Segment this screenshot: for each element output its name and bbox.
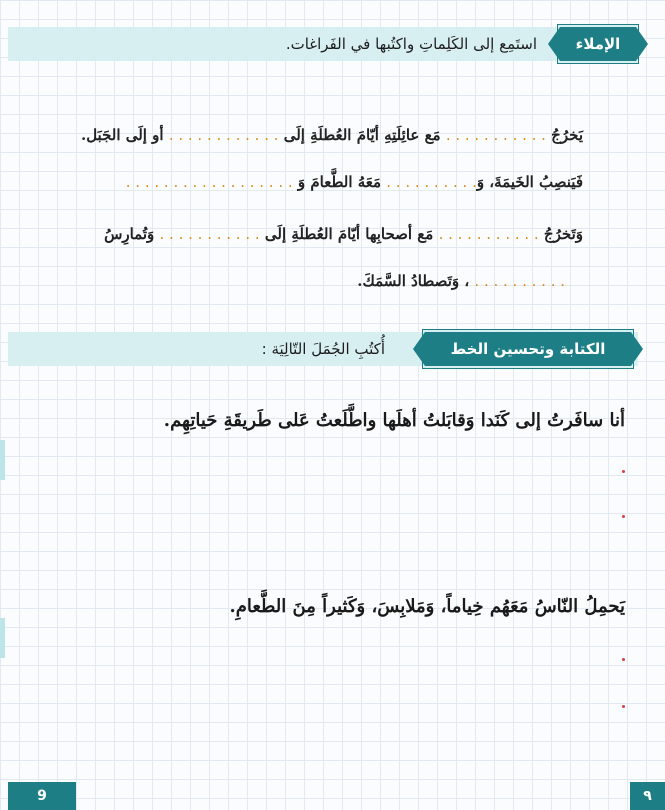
line-text: فَيَنصِبُ الخَيمَةَ، وَ: [476, 173, 583, 191]
line-text: ، وَتَصطادُ السَّمَكَ.: [357, 272, 475, 290]
line-marker: [622, 470, 625, 473]
line-text: مَعَهُ الطَّعامَ وَ: [292, 173, 387, 191]
side-tab: [0, 618, 5, 658]
page-number-right: ٩: [630, 782, 665, 810]
line-text: وَتُمارِسُ: [104, 225, 160, 243]
line-marker: [622, 658, 625, 661]
page-number-left: 9: [8, 782, 76, 810]
line-marker: [622, 705, 625, 708]
blank-space: . . . . . . . . . . .: [445, 126, 546, 144]
sentence-1: أنا سافَرتُ إلى كَنَدا وَقابَلتُ أهلَها واطَّلَعتُ عَلى طَريقَةِ حَياتِهِم.: [163, 410, 625, 431]
writing-instruction: أُكتُبِ الجُمَلَ التّالِيَة :: [261, 340, 385, 358]
blank-space: . . . . . . . . . .: [474, 272, 565, 290]
line-text: أو إلَى الجَبَل.: [80, 126, 169, 144]
line-text: مَع عائِلَتِهِ أيّامَ العُطلَةِ إلَى: [278, 126, 446, 144]
line-marker: [622, 515, 625, 518]
dictation-instruction: استَمِع إلى الكَلِماتِ واكتُبها في الفَراغات.: [285, 35, 537, 53]
writing-title: الكتابة وتحسين الخط: [425, 332, 631, 366]
blank-space: . . . . . . . . . .: [386, 173, 477, 191]
dictation-line-2: [126, 173, 583, 191]
blank-space: . . . . . . . . . . . . . . . . . .: [125, 173, 293, 191]
blank-space: . . . . . . . . . . .: [438, 225, 539, 243]
dictation-line-3: [104, 225, 583, 243]
line-text: مَع أصحابِها أيّامَ العُطلَةِ إلَى: [259, 225, 439, 243]
dictation-title: الإملاء: [560, 27, 636, 61]
blank-space: . . . . . . . . . . .: [159, 225, 260, 243]
sentence-2: يَحمِلُ النّاسُ مَعَهُم خِياماً، وَمَلابِسَ، وَكَثيراً مِنَ الطَّعامِ.: [229, 596, 625, 617]
side-tab: [0, 440, 5, 480]
dictation-line-4: [357, 272, 565, 290]
blank-space: . . . . . . . . . . . .: [168, 126, 279, 144]
line-text: يَخرُجُ: [545, 126, 583, 144]
dictation-line-1: [81, 126, 583, 144]
line-text: وَتَخرُجُ: [538, 225, 583, 243]
